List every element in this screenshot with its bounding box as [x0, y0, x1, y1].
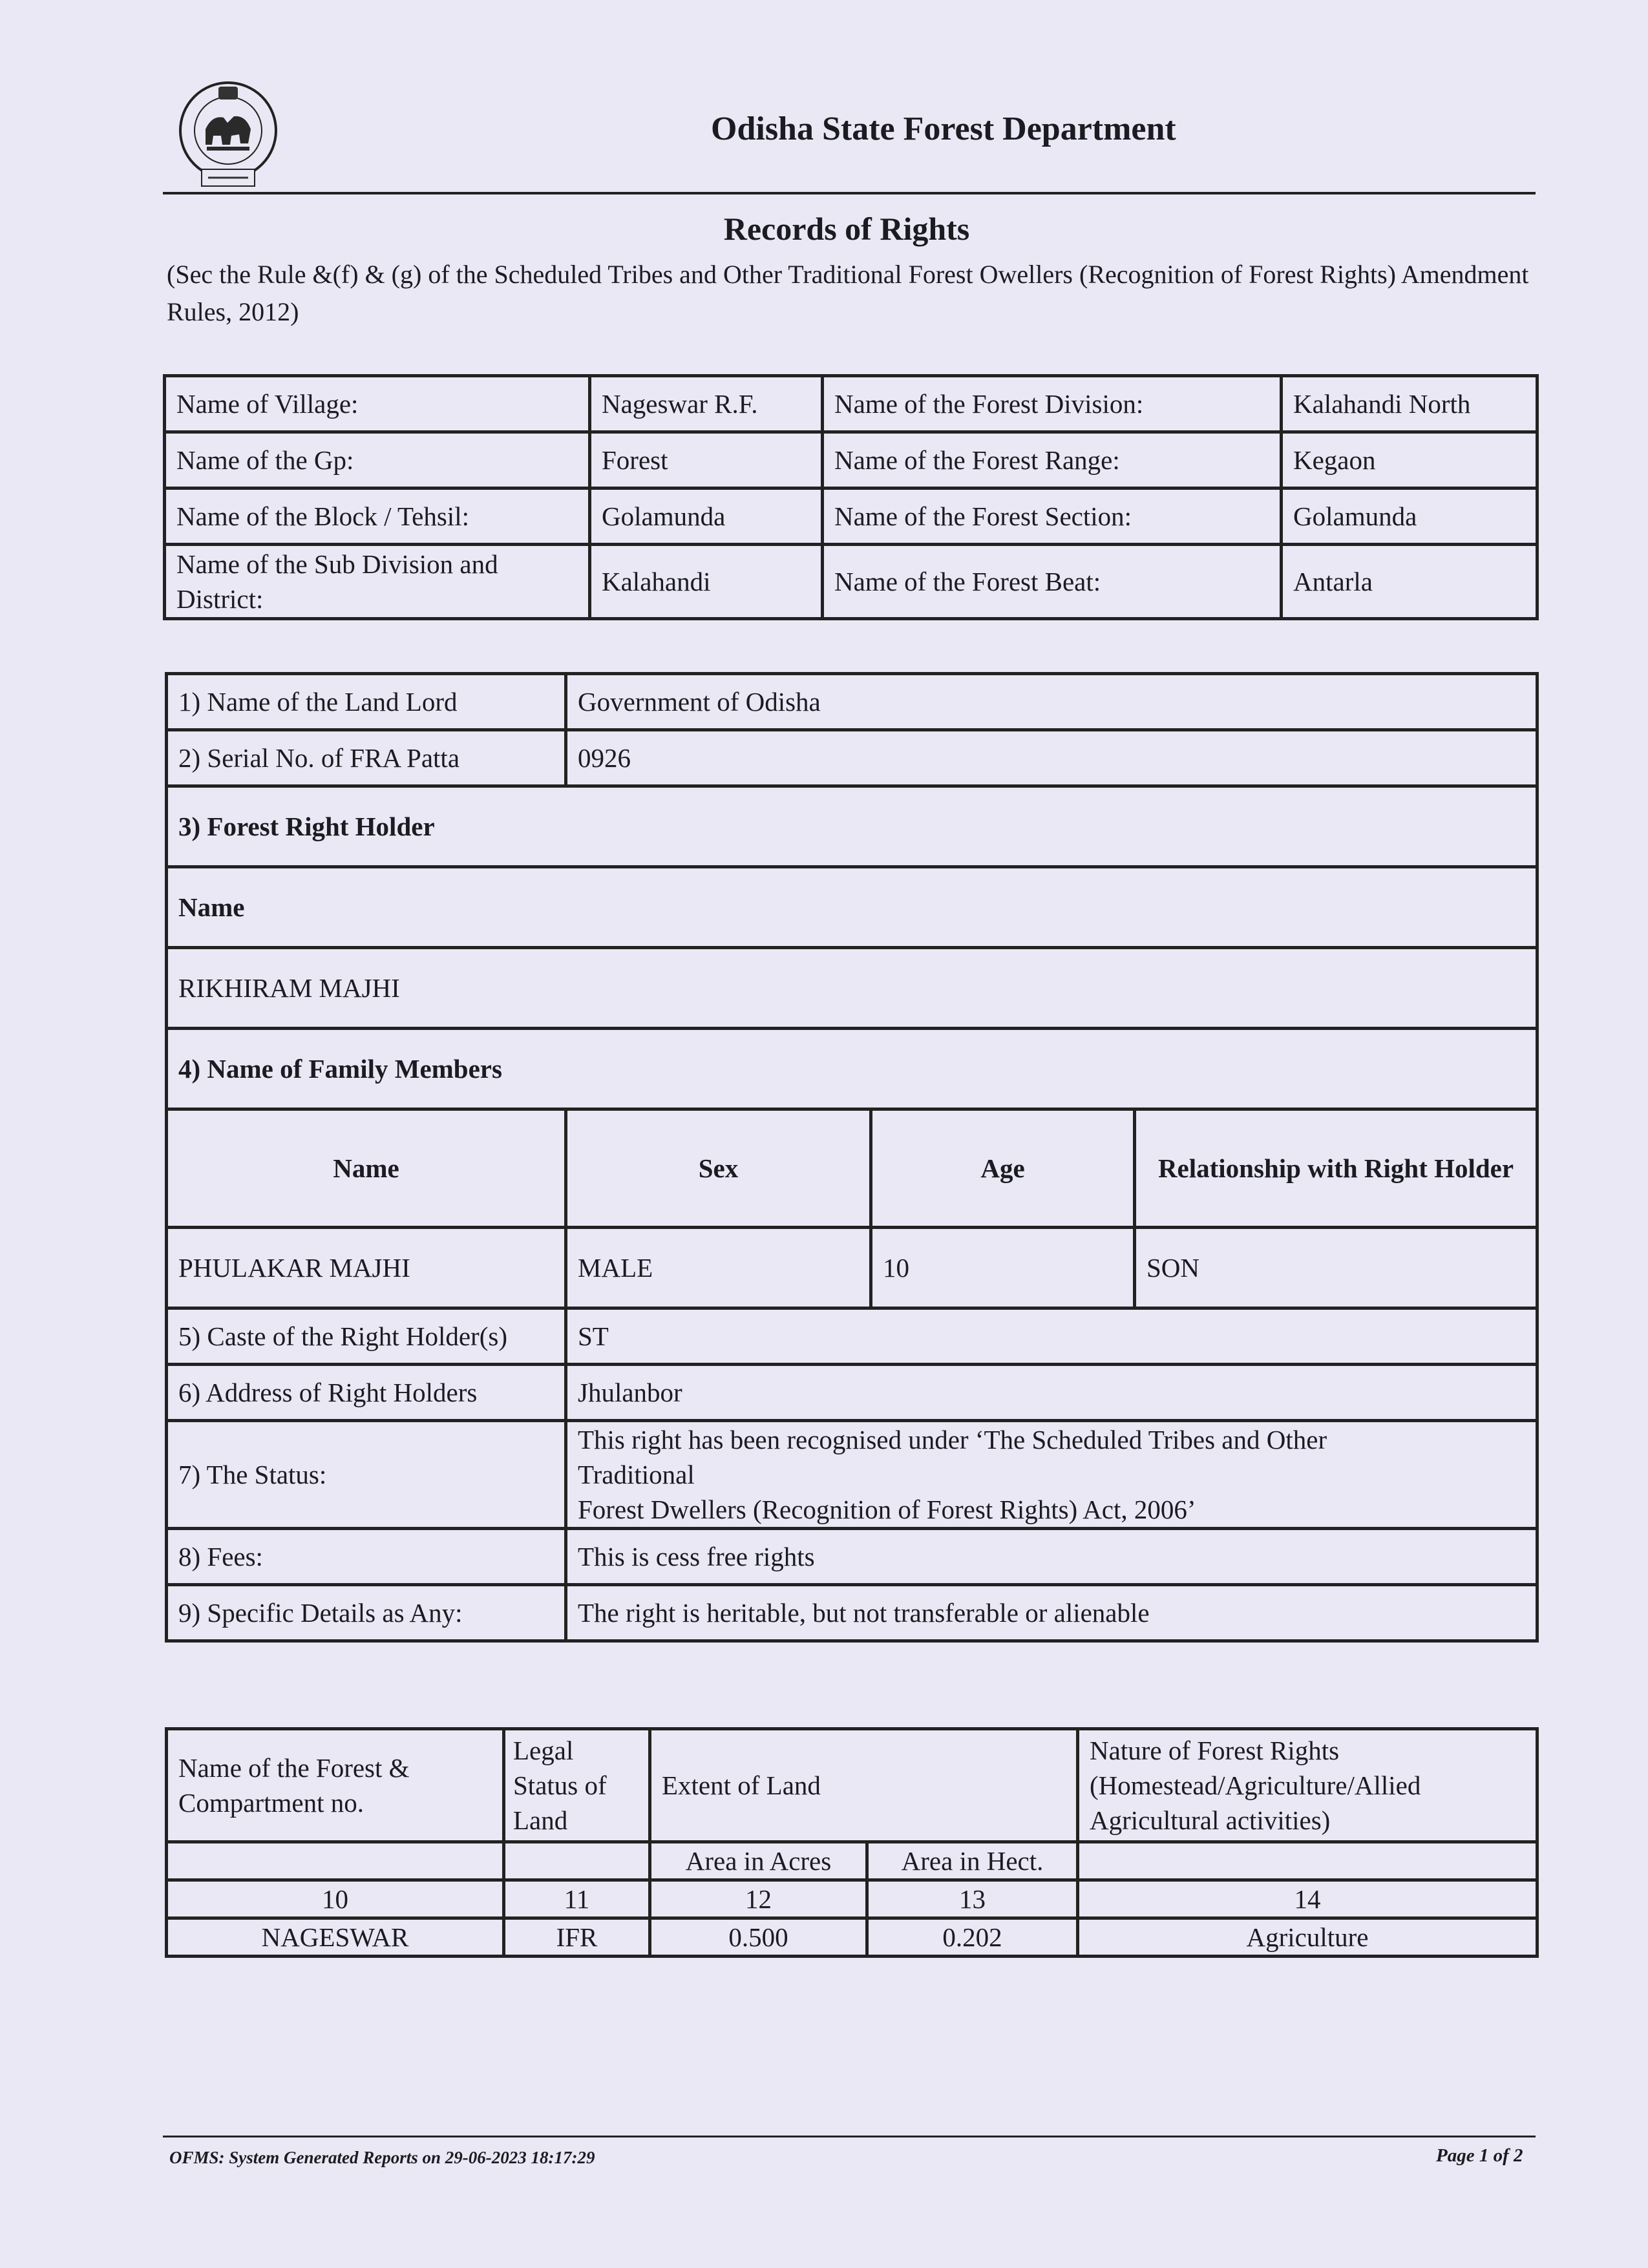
- gp-label: Name of the Gp:: [165, 432, 590, 488]
- table-row: [167, 867, 1537, 948]
- table-row: [167, 1529, 1537, 1585]
- beat-value: Antarla: [1282, 545, 1537, 619]
- serial-label: 2) Serial No. of FRA Patta: [167, 730, 566, 786]
- document-subtitle: (Sec the Rule &(f) & (g) of the Scheduled Tribes and Other Traditional Forest Owellers (Recognition of Forest Rights) Amendment Rules, 2012): [167, 260, 1529, 326]
- footer-divider: [163, 2136, 1536, 2137]
- family-col-relation: Relationship with Right Holder: [1135, 1109, 1537, 1228]
- table-row: [167, 1918, 1537, 1957]
- table-row: [165, 376, 1537, 432]
- table-row: [167, 674, 1537, 730]
- family-col-sex: Sex: [566, 1109, 871, 1228]
- member-name: PHULAKAR MAJHI: [167, 1228, 566, 1308]
- table-row: [167, 1029, 1537, 1109]
- odisha-emblem-logo: [176, 72, 280, 193]
- specific-value: The right is heritable, but not transferable or alienable: [566, 1585, 1537, 1641]
- address-label: 6) Address of Right Holders: [167, 1365, 566, 1421]
- range-value: Kegaon: [1282, 432, 1537, 488]
- block-value: Golamunda: [590, 488, 823, 545]
- table-row: [167, 1842, 1537, 1880]
- status-label: 7) The Status:: [167, 1421, 566, 1529]
- forest-name: NAGESWAR: [167, 1918, 504, 1957]
- member-relation: SON: [1135, 1228, 1537, 1308]
- col-nature-of-rights: Nature of Forest Rights (Homestead/Agriculture/Allied Agricultural activities): [1078, 1729, 1537, 1842]
- division-value: Kalahandi North: [1282, 376, 1537, 432]
- footer-page-number: Page 1 of 2: [1436, 2145, 1523, 2166]
- area-acres: 0.500: [650, 1918, 867, 1957]
- subdivision-value: Kalahandi: [590, 545, 823, 619]
- gp-value: Forest: [590, 432, 823, 488]
- column-number: 10: [167, 1880, 504, 1918]
- table-row: [167, 1365, 1537, 1421]
- family-header-row: [167, 1109, 1537, 1228]
- serial-value: 0926: [566, 730, 1537, 786]
- empty-cell: [1078, 1842, 1537, 1880]
- status-line: Traditional: [578, 1460, 695, 1489]
- holder-name: RIKHIRAM MAJHI: [167, 948, 1537, 1029]
- header-divider: [163, 192, 1536, 194]
- subdivision-label: Name of the Sub Division and District:: [165, 545, 590, 619]
- details-table: [165, 672, 1539, 1643]
- table-row: [167, 948, 1537, 1029]
- status-line: Forest Dwellers (Recognition of Forest Rights) Act, 2006’: [578, 1495, 1196, 1524]
- col-extent-of-land: Extent of Land: [650, 1729, 1078, 1842]
- area-hect: 0.202: [867, 1918, 1078, 1957]
- landlord-label: 1) Name of the Land Lord: [167, 674, 566, 730]
- table-row: [167, 1880, 1537, 1918]
- empty-cell: [504, 1842, 650, 1880]
- column-number: 13: [867, 1880, 1078, 1918]
- nature-of-rights: Agriculture: [1078, 1918, 1537, 1957]
- village-label: Name of Village:: [165, 376, 590, 432]
- fees-value: This is cess free rights: [566, 1529, 1537, 1585]
- caste-label: 5) Caste of the Right Holder(s): [167, 1308, 566, 1365]
- family-member-row: [167, 1228, 1537, 1308]
- family-col-name: Name: [167, 1109, 566, 1228]
- sub-area-hect: Area in Hect.: [867, 1842, 1078, 1880]
- table-row: [167, 1585, 1537, 1641]
- column-number: 11: [504, 1880, 650, 1918]
- col-forest-compartment: Name of the Forest & Compartment no.: [167, 1729, 504, 1842]
- table-row: [167, 730, 1537, 786]
- status-line: This right has been recognised under ‘The Scheduled Tribes and Other: [578, 1425, 1327, 1454]
- family-col-age: Age: [871, 1109, 1135, 1228]
- legal-status: IFR: [504, 1918, 650, 1957]
- land-table: [165, 1727, 1539, 1958]
- member-sex: MALE: [566, 1228, 871, 1308]
- block-label: Name of the Block / Tehsil:: [165, 488, 590, 545]
- family-heading: 4) Name of Family Members: [167, 1029, 1537, 1109]
- section-label: Name of the Forest Section:: [823, 488, 1282, 545]
- document-title: Records of Rights: [723, 211, 970, 247]
- beat-label: Name of the Forest Beat:: [823, 545, 1282, 619]
- table-row: [167, 786, 1537, 867]
- specific-label: 9) Specific Details as Any:: [167, 1585, 566, 1641]
- caste-value: ST: [566, 1308, 1537, 1365]
- department-title: Odisha State Forest Department: [711, 110, 1176, 147]
- address-value: Jhulanbor: [566, 1365, 1537, 1421]
- village-value: Nageswar R.F.: [590, 376, 823, 432]
- name-heading: Name: [167, 867, 1537, 948]
- member-age: 10: [871, 1228, 1135, 1308]
- footer-generated: OFMS: System Generated Reports on 29-06-2023 18:17:29: [169, 2148, 595, 2167]
- table-row: [167, 1421, 1537, 1529]
- table-row: [165, 432, 1537, 488]
- column-number: 12: [650, 1880, 867, 1918]
- location-table: [163, 374, 1539, 620]
- table-row: [167, 1308, 1537, 1365]
- status-value: [566, 1421, 1537, 1529]
- table-row: [167, 1729, 1537, 1842]
- table-row: [165, 545, 1537, 619]
- column-number: 14: [1078, 1880, 1537, 1918]
- fees-label: 8) Fees:: [167, 1529, 566, 1585]
- section-value: Golamunda: [1282, 488, 1537, 545]
- empty-cell: [167, 1842, 504, 1880]
- holder-heading: 3) Forest Right Holder: [167, 786, 1537, 867]
- sub-area-acres: Area in Acres: [650, 1842, 867, 1880]
- range-label: Name of the Forest Range:: [823, 432, 1282, 488]
- division-label: Name of the Forest Division:: [823, 376, 1282, 432]
- col-legal-status: Legal Status of Land: [504, 1729, 650, 1842]
- table-row: [165, 488, 1537, 545]
- landlord-value: Government of Odisha: [566, 674, 1537, 730]
